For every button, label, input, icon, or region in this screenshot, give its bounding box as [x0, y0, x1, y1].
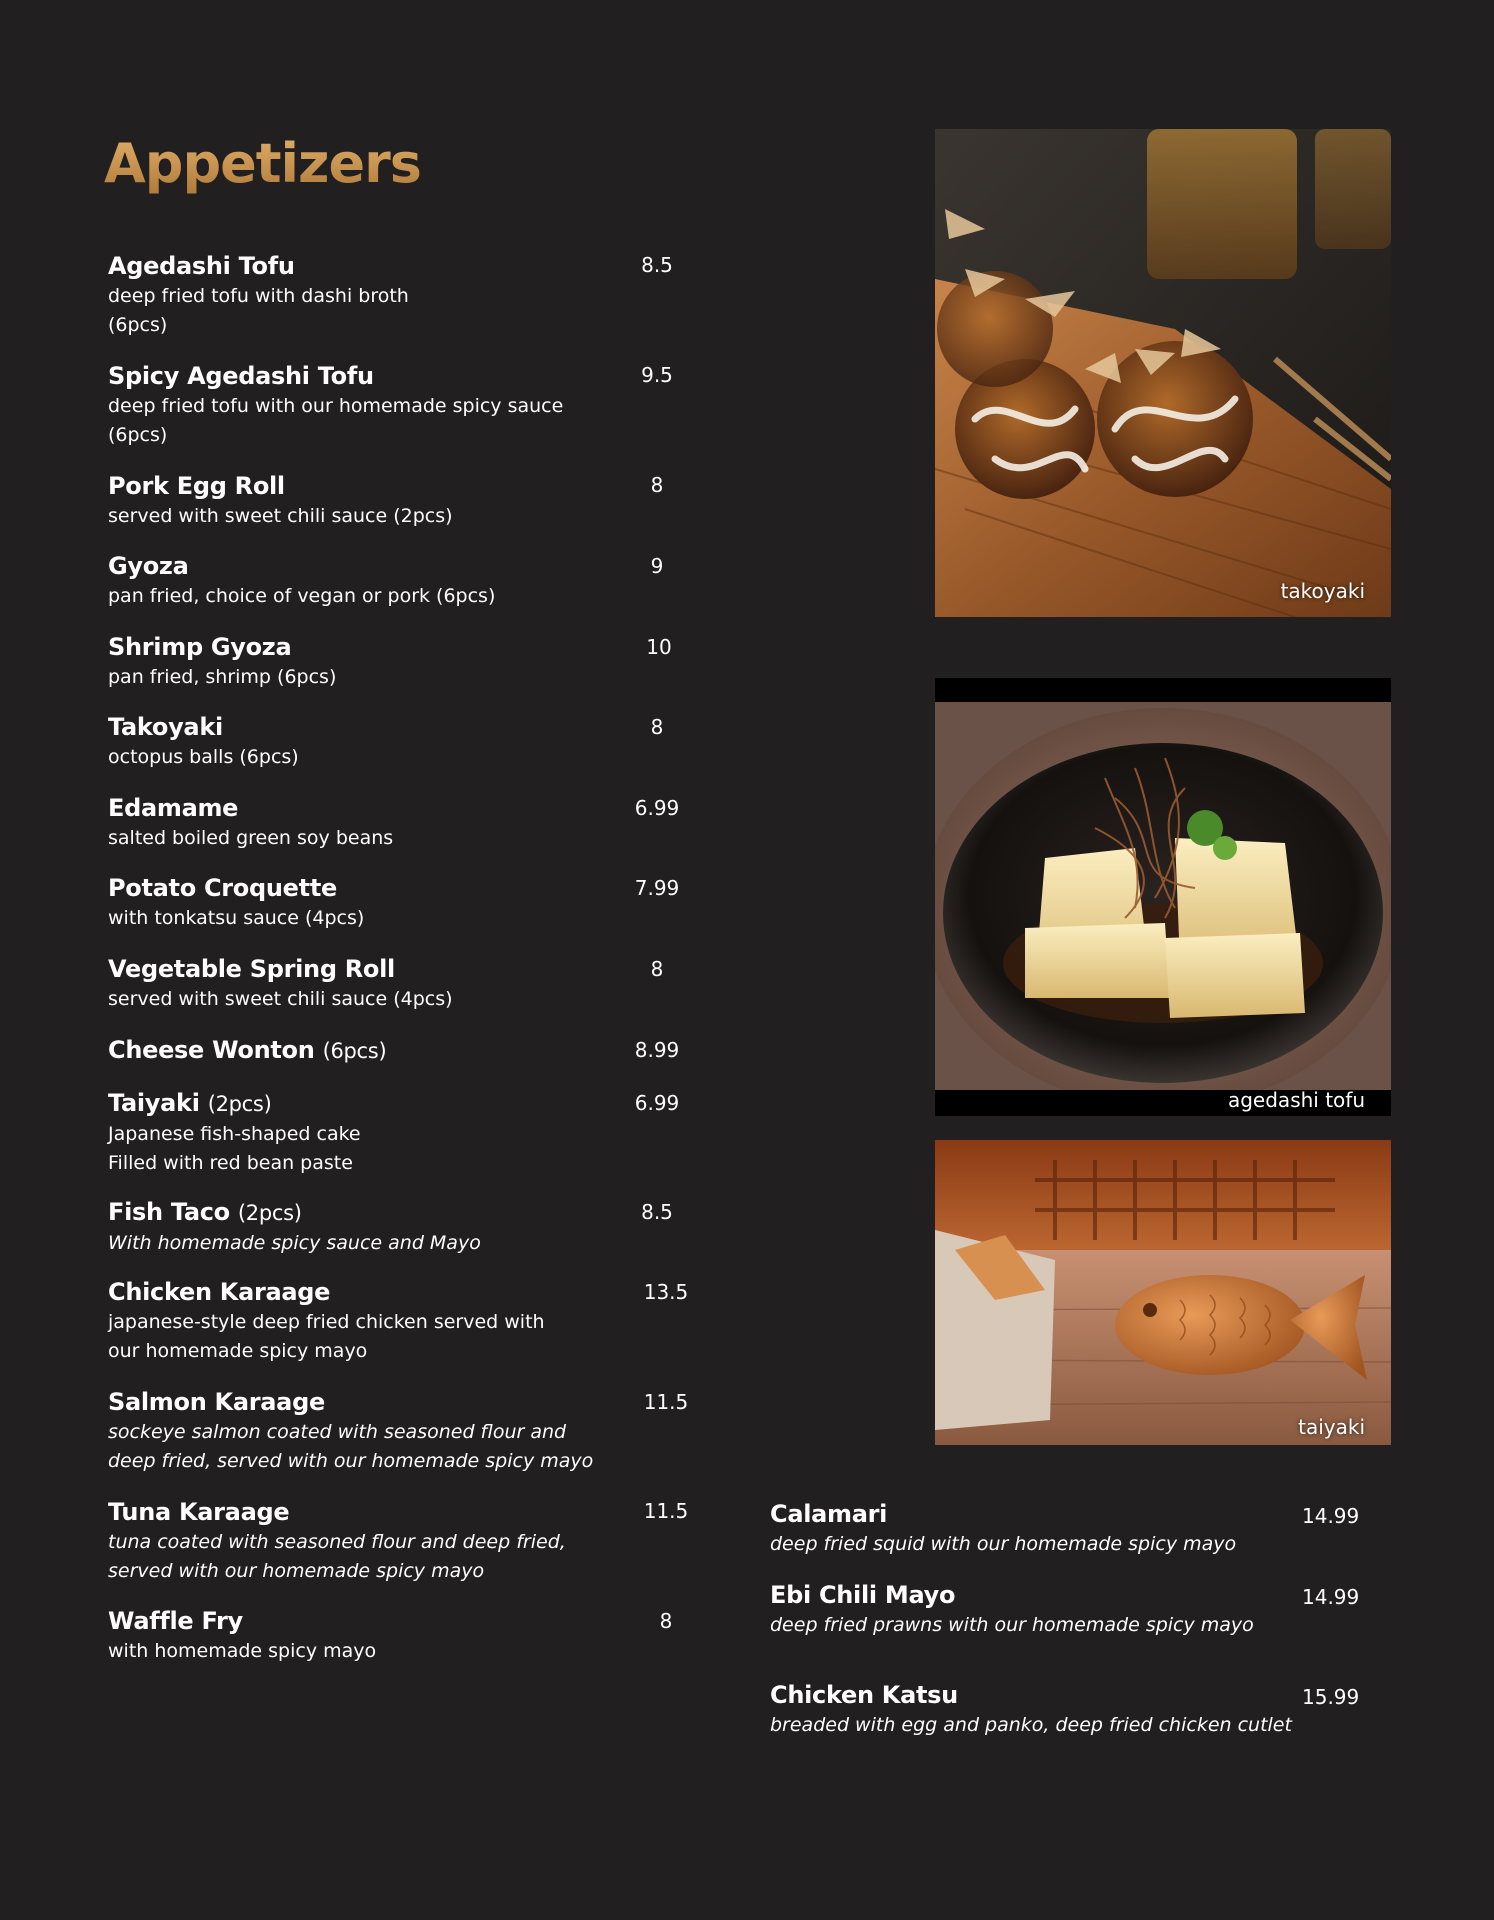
- item-description: pan fried, shrimp (6pcs): [108, 666, 337, 688]
- item-description: with homemade spicy mayo: [108, 1640, 377, 1662]
- item-description: breaded with egg and panko, deep fried chicken cutlet: [770, 1714, 1292, 1736]
- item-name-text: Edamame: [108, 794, 239, 822]
- item-price: 9.5: [641, 363, 673, 387]
- item-name: [770, 1679, 1292, 1711]
- item-name-text: Agedashi Tofu: [108, 252, 295, 280]
- item-name-text: Pork Egg Roll: [108, 472, 285, 500]
- item-name: [108, 872, 364, 904]
- item-name: [108, 792, 393, 824]
- item-name-text: Gyoza: [108, 552, 189, 580]
- item-description: deep fried prawns with our homemade spicy mayo: [770, 1614, 1254, 1636]
- photo-caption: taiyaki: [1298, 1415, 1365, 1439]
- item-price: 8: [650, 473, 664, 497]
- item-name: [108, 1386, 593, 1418]
- item-price: 6.99: [634, 796, 680, 820]
- item-description: pan fried, choice of vegan or pork (6pcs): [108, 585, 496, 607]
- item-description: deep fried, served with our homemade spicy mayo: [108, 1450, 594, 1472]
- item-description: octopus balls (6pcs): [108, 746, 299, 768]
- item-name: [770, 1579, 1254, 1611]
- item-price: 15.99: [1302, 1685, 1360, 1709]
- item-name-text: Potato Croquette: [108, 874, 337, 902]
- item-name-text: Chicken Katsu: [770, 1681, 958, 1709]
- item-name-text: Waffle Fry: [108, 1607, 243, 1635]
- item-name-text: Vegetable Spring Roll: [108, 955, 395, 983]
- item-name-text: Fish Taco: [108, 1198, 230, 1226]
- item-name: [108, 1276, 545, 1308]
- item-name-text: Cheese Wonton: [108, 1036, 315, 1064]
- item-name-text: Takoyaki: [108, 713, 223, 741]
- item-note: (2pcs): [237, 1201, 302, 1225]
- item-price: 8.5: [641, 1200, 673, 1224]
- item-name: [108, 1196, 481, 1229]
- menu-item: [108, 1276, 545, 1366]
- item-description: tuna coated with seasoned flour and deep fried,: [108, 1531, 566, 1553]
- item-name-text: Taiyaki: [108, 1089, 200, 1117]
- item-name: [108, 631, 336, 663]
- item-description: deep fried tofu with dashi broth: [108, 285, 409, 307]
- item-description: Filled with red bean paste: [108, 1152, 353, 1174]
- menu-item: [108, 1087, 361, 1178]
- item-price: 13.5: [643, 1280, 689, 1304]
- item-name: [108, 1496, 566, 1528]
- item-description: With homemade spicy sauce and Mayo: [108, 1232, 481, 1254]
- menu-item: [108, 1605, 376, 1666]
- item-description: our homemade spicy mayo: [108, 1340, 368, 1362]
- item-description: salted boiled green soy beans: [108, 827, 394, 849]
- item-name: [108, 1605, 376, 1637]
- item-price: 11.5: [643, 1499, 689, 1523]
- item-name-text: Calamari: [770, 1500, 888, 1528]
- takoyaki-photo: [935, 129, 1391, 617]
- item-price: 6.99: [634, 1091, 680, 1115]
- item-name-text: Salmon Karaage: [108, 1388, 325, 1416]
- taiyaki-photo: [935, 1140, 1391, 1445]
- menu-item: [108, 1386, 593, 1476]
- item-name-text: Chicken Karaage: [108, 1278, 331, 1306]
- item-note: (2pcs): [207, 1092, 272, 1116]
- item-note: (6pcs): [322, 1039, 387, 1063]
- item-name: [108, 250, 409, 282]
- item-name: [108, 360, 563, 392]
- item-price: 8.5: [641, 253, 673, 277]
- item-description: served with sweet chili sauce (2pcs): [108, 505, 453, 527]
- item-name-text: Tuna Karaage: [108, 1498, 290, 1526]
- menu-item: [108, 250, 409, 340]
- item-price: 8: [650, 715, 664, 739]
- menu-item: [770, 1498, 1236, 1559]
- item-name: [108, 1034, 386, 1067]
- photo-caption: agedashi tofu: [1227, 1088, 1365, 1112]
- item-description: served with sweet chili sauce (4pcs): [108, 988, 453, 1010]
- item-name: [108, 711, 299, 743]
- item-name: [108, 1087, 361, 1120]
- agedashi-tofu-photo: [935, 678, 1391, 1116]
- item-description: Japanese fish-shaped cake: [108, 1123, 361, 1145]
- item-price: 8: [650, 957, 664, 981]
- item-name-text: Shrimp Gyoza: [108, 633, 292, 661]
- menu-item: [108, 550, 495, 611]
- item-description: japanese-style deep fried chicken served with: [108, 1311, 545, 1333]
- item-description: deep fried squid with our homemade spicy mayo: [770, 1533, 1237, 1555]
- menu-title: Appetizers: [104, 132, 421, 195]
- item-price: 7.99: [634, 876, 680, 900]
- item-price: 14.99: [1302, 1585, 1360, 1609]
- item-description: (6pcs): [108, 314, 168, 336]
- menu-item: [108, 1034, 386, 1067]
- menu-item: [108, 872, 364, 933]
- menu-item: [108, 360, 563, 450]
- item-name-text: Spicy Agedashi Tofu: [108, 362, 374, 390]
- menu-item: [108, 470, 453, 531]
- item-name-text: Ebi Chili Mayo: [770, 1581, 956, 1609]
- item-name: [108, 550, 495, 582]
- item-description: deep fried tofu with our homemade spicy sauce: [108, 395, 564, 417]
- menu-item: [770, 1579, 1254, 1640]
- photo-caption: takoyaki: [1280, 579, 1365, 603]
- item-price: 8: [659, 1609, 673, 1633]
- item-name: [770, 1498, 1236, 1530]
- item-price: 9: [650, 554, 664, 578]
- item-name: [108, 953, 453, 985]
- menu-item: [108, 1496, 566, 1586]
- item-price: 14.99: [1302, 1504, 1360, 1528]
- item-description: (6pcs): [108, 424, 168, 446]
- item-price: 11.5: [643, 1390, 689, 1414]
- menu-item: [108, 631, 336, 692]
- item-price: 8.99: [634, 1038, 680, 1062]
- item-description: served with our homemade spicy mayo: [108, 1560, 485, 1582]
- item-description: sockeye salmon coated with seasoned flour and: [108, 1421, 567, 1443]
- menu-item: [108, 1196, 481, 1258]
- menu-item: [108, 953, 453, 1014]
- menu-item: [770, 1679, 1292, 1740]
- item-description: with tonkatsu sauce (4pcs): [108, 907, 365, 929]
- item-name: [108, 470, 453, 502]
- item-price: 10: [646, 635, 672, 659]
- menu-item: [108, 711, 299, 772]
- menu-item: [108, 792, 393, 853]
